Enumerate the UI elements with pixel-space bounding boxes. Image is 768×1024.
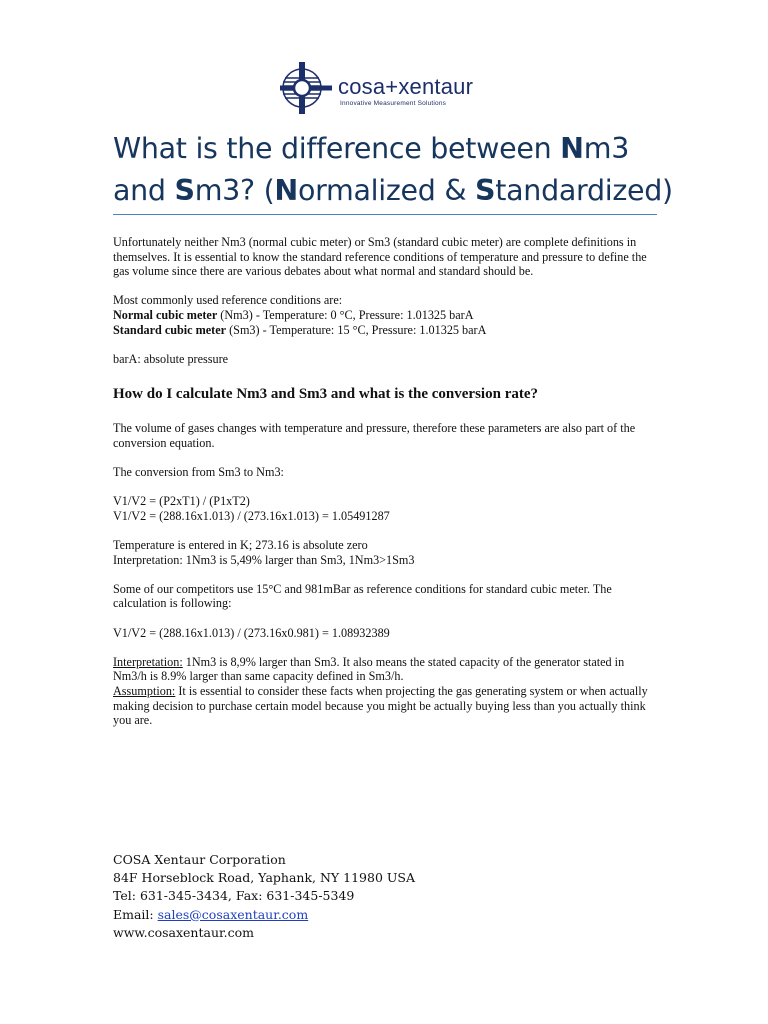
interpretation-1: Interpretation: 1Nm3 is 5,49% larger than Sm3, 1Nm3>1Sm3 [113,552,415,567]
email-label: Email: [113,906,158,922]
page-title [113,128,673,212]
competitors-paragraph: Some of our competitors use 15°C and 981mBar as reference conditions for standard cubic meter. The calculation is following: [113,581,612,611]
interpretation-2-text: 1Nm3 is 8,9% larger than Sm3. It also means the stated capacity of the generator stated in Nm3/h is 8.9% larger than same capacity defined in Sm3/h. [113,654,625,684]
equation-competitors: V1/V2 = (288.16x1.013) / (273.16x0.981) = 1.08932389 [113,625,390,640]
assumption [113,684,658,728]
company-website: www.cosaxentaur.com [113,924,254,940]
company-phone: Tel: 631-345-3434, Fax: 631-345-5349 [113,888,355,904]
standard-cubic-meter-label: Standard cubic meter [113,322,227,337]
title-line1-post: m3 [583,132,630,165]
equation-standard: V1/V2 = (288.16x1.013) / (273.16x1.013) = 1.05491287 [113,508,390,523]
company-name: COSA Xentaur Corporation [113,852,286,867]
standard-cubic-meter-line [113,323,658,338]
assumption-text: It is essential to consider these facts when projecting the gas generating system or when actually making decision to purchase certain model because you might be actually buying less than you actually think you are. [113,684,648,728]
title-line2-mid2: ormalized & [297,174,476,207]
reference-conditions-intro: Most commonly used reference conditions are: [113,293,343,308]
brand-tagline: Innovative Measurement Solutions [340,100,447,107]
normal-cubic-meter-line [113,308,658,323]
brand-name: cosa+xentaur [338,74,474,99]
globe-crosshair-icon [280,60,336,116]
title-line2-pre: and [113,174,175,207]
assumption-label: Assumption: [113,684,176,699]
volume-paragraph: The volume of gases changes with temperature and pressure, therefore these parameters are also part of the conversion equation. [113,421,636,450]
title-divider [113,214,657,215]
title-line2-bold1: S [174,174,195,207]
title-line2-bold2: N [274,174,298,207]
company-email-line [113,906,415,924]
company-address: 84F Horseblock Road, Yaphank, NY 11980 USA [113,870,416,886]
title-line2-mid1: m3? ( [194,174,275,207]
company-logo [280,60,510,116]
title-line1-pre: What is the difference between [113,132,561,165]
email-link[interactable]: sales@cosaxentaur.com [157,906,309,922]
section-heading: How do I calculate Nm3 and Sm3 and what is the conversion rate? [113,386,539,403]
equation-general: V1/V2 = (P2xT1) / (P1xT2) [113,494,250,509]
normal-cubic-meter-label: Normal cubic meter [113,307,218,322]
document-body [113,235,658,728]
interpretation-2 [113,655,658,684]
conversion-intro: The conversion from Sm3 to Nm3: [113,465,284,480]
bara-definition: barA: absolute pressure [113,351,229,366]
interpretation-label: Interpretation: [113,654,183,669]
title-line1-bold: N [560,132,584,165]
contact-footer [113,851,415,942]
standard-cubic-meter-text: (Sm3) - Temperature: 15 °C, Pressure: 1.01325 barA [226,322,487,337]
title-line2-post: tandardized) [495,174,673,207]
temperature-note: Temperature is entered in K; 273.16 is absolute zero [113,538,368,553]
intro-paragraph: Unfortunately neither Nm3 (normal cubic meter) or Sm3 (standard cubic meter) are complete definitions in themselves. It is essential to know the standard reference conditions of temperature and pressure to define the gas volume since there are various debates about what normal and standard should be. [113,235,647,279]
title-line2-bold3: S [475,174,496,207]
normal-cubic-meter-text: (Nm3) - Temperature: 0 °C, Pressure: 1.01325 barA [217,307,474,322]
